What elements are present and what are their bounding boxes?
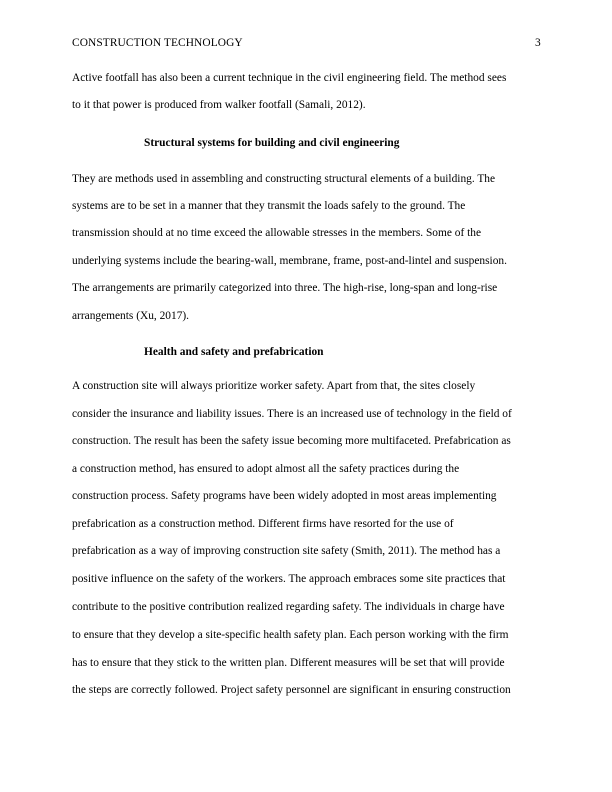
paragraph-line: to it that power is produced from walker footfall (Samali, 2012). bbox=[72, 99, 366, 111]
page-number: 3 bbox=[535, 37, 541, 49]
paragraph-line: to ensure that they develop a site-specific health safety plan. Each person working with the firm bbox=[72, 629, 509, 641]
section-heading: Structural systems for building and civil engineering bbox=[144, 137, 400, 149]
paragraph-line: construction process. Safety programs have been widely adopted in most areas implementing bbox=[72, 490, 497, 502]
paragraph-line: prefabrication as a construction method. Different firms have resorted for the use of bbox=[72, 518, 454, 530]
paragraph-line: contribute to the positive contribution realized regarding safety. The individuals in charge have bbox=[72, 601, 505, 613]
paragraph-line: consider the insurance and liability issues. There is an increased use of technology in the field of bbox=[72, 408, 512, 420]
paragraph-line: transmission should at no time exceed the allowable stresses in the members. Some of the bbox=[72, 227, 482, 239]
paragraph-line: The arrangements are primarily categorized into three. The high-rise, long-span and long-rise bbox=[72, 282, 498, 294]
paragraph-line: construction. The result has been the safety issue becoming more multifaceted. Prefabrication as bbox=[72, 435, 511, 447]
paragraph-line: a construction method, has ensured to adopt almost all the safety practices during the bbox=[72, 463, 460, 475]
paragraph-line: prefabrication as a way of improving construction site safety (Smith, 2011). The method has a bbox=[72, 545, 501, 557]
paragraph-line: They are methods used in assembling and constructing structural elements of a building. The bbox=[72, 173, 496, 185]
paragraph-line: Active footfall has also been a current technique in the civil engineering field. The method sees bbox=[72, 72, 507, 84]
paragraph-line: the steps are correctly followed. Project safety personnel are significant in ensuring construction bbox=[72, 684, 511, 696]
paragraph-line: underlying systems include the bearing-wall, membrane, frame, post-and-lintel and suspension. bbox=[72, 255, 507, 267]
paragraph-line: A construction site will always prioritize worker safety. Apart from that, the sites closely bbox=[72, 380, 476, 392]
paragraph-line: systems are to be set in a manner that they transmit the loads safely to the ground. The bbox=[72, 200, 466, 212]
paragraph-line: has to ensure that they stick to the written plan. Different measures will be set that will provide bbox=[72, 657, 505, 669]
section-heading: Health and safety and prefabrication bbox=[144, 346, 324, 358]
paragraph-line: positive influence on the safety of the workers. The approach embraces some site practices that bbox=[72, 573, 506, 585]
running-head: CONSTRUCTION TECHNOLOGY bbox=[72, 37, 243, 49]
paragraph-line: arrangements (Xu, 2017). bbox=[72, 310, 190, 322]
